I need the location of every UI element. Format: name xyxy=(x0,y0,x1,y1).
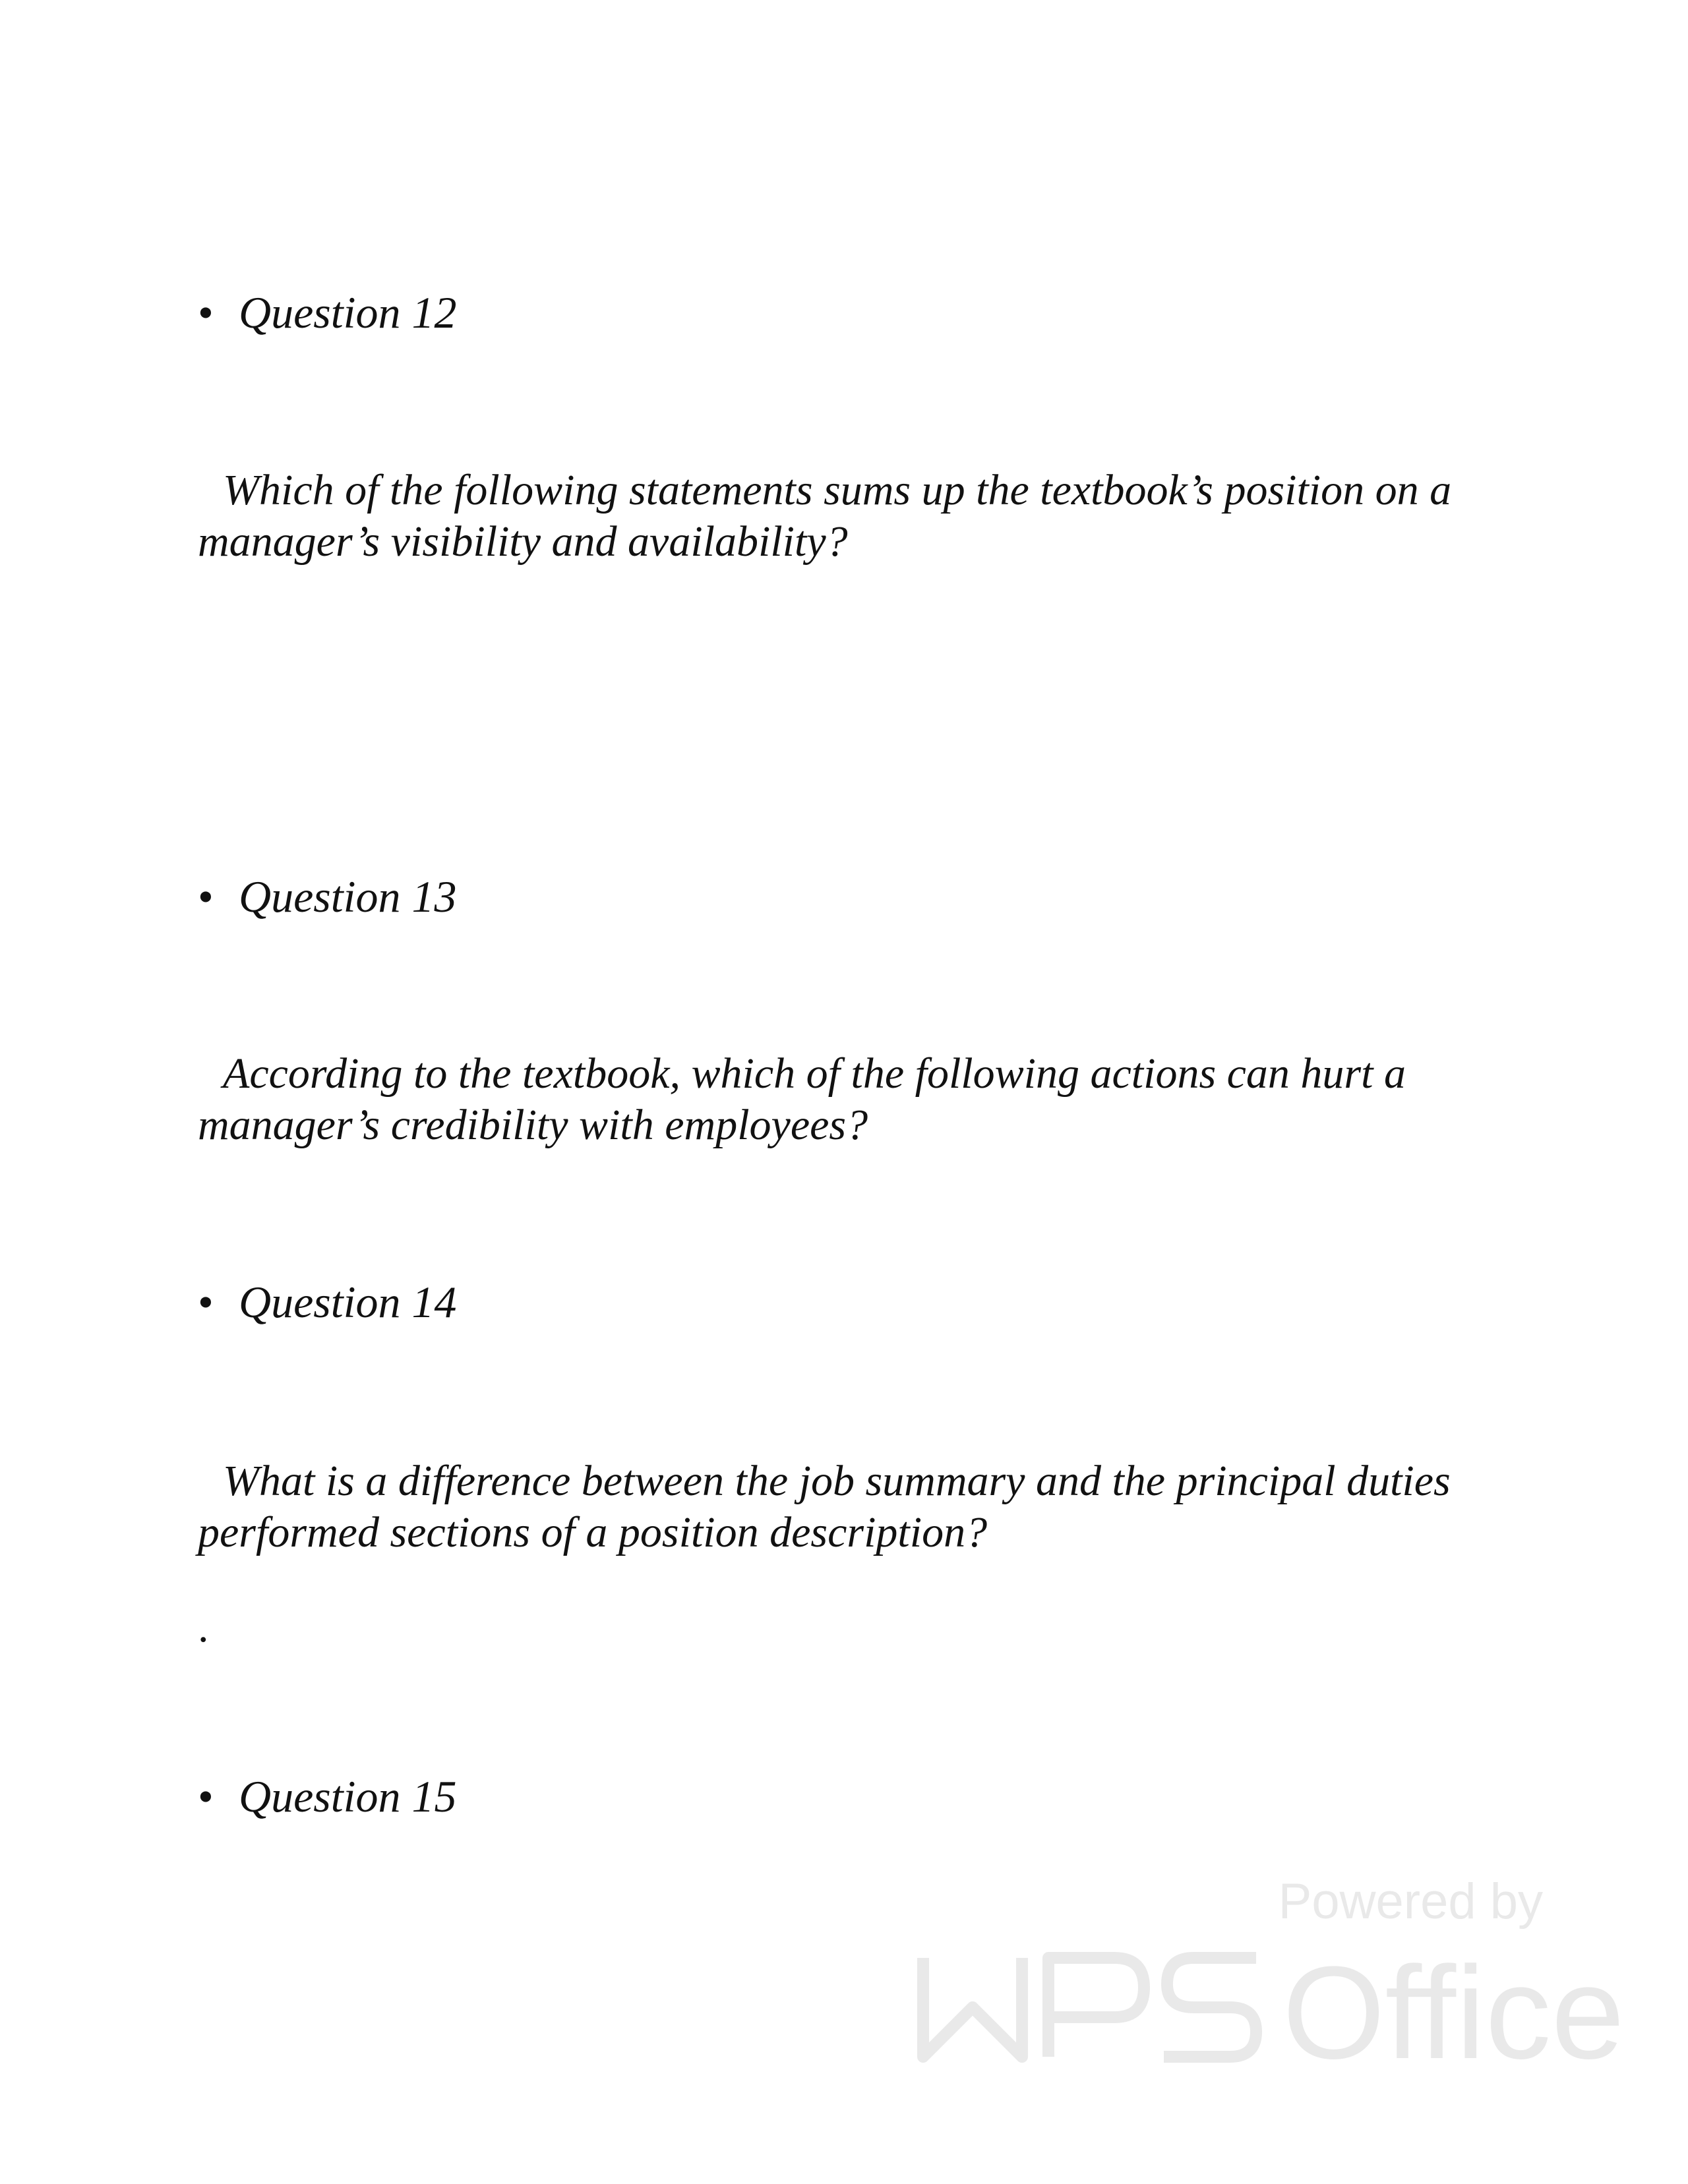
bullet-icon: • xyxy=(198,1771,214,1821)
watermark-powered-by: Powered by xyxy=(1278,1874,1543,1930)
question-12-heading xyxy=(198,286,457,339)
bullet-icon: • xyxy=(198,1277,214,1327)
bullet-icon: • xyxy=(198,871,214,922)
wps-office-logo-icon xyxy=(917,1939,1625,2086)
question-13-label: Question 13 xyxy=(239,871,457,922)
question-14-heading xyxy=(198,1276,457,1328)
watermark-office-word: Office xyxy=(1282,1939,1625,2086)
question-12-text: Which of the following statements sums up the textbook’s position on a manager’s visibility and availability? xyxy=(198,466,1452,566)
question-15-heading xyxy=(198,1770,457,1823)
wps-office-watermark xyxy=(917,1872,1625,2086)
stray-period: . xyxy=(198,1603,209,1651)
question-15-label: Question 15 xyxy=(239,1771,457,1821)
question-12-label: Question 12 xyxy=(239,287,457,338)
question-13-heading xyxy=(198,870,457,923)
question-14-text: What is a difference between the job summary and the principal duties performed sections of a position description? xyxy=(198,1457,1451,1556)
question-14-label: Question 14 xyxy=(239,1277,457,1327)
bullet-icon: • xyxy=(198,287,214,338)
question-13-text: According to the textbook, which of the following actions can hurt a manager’s credibility with employees? xyxy=(198,1049,1406,1149)
